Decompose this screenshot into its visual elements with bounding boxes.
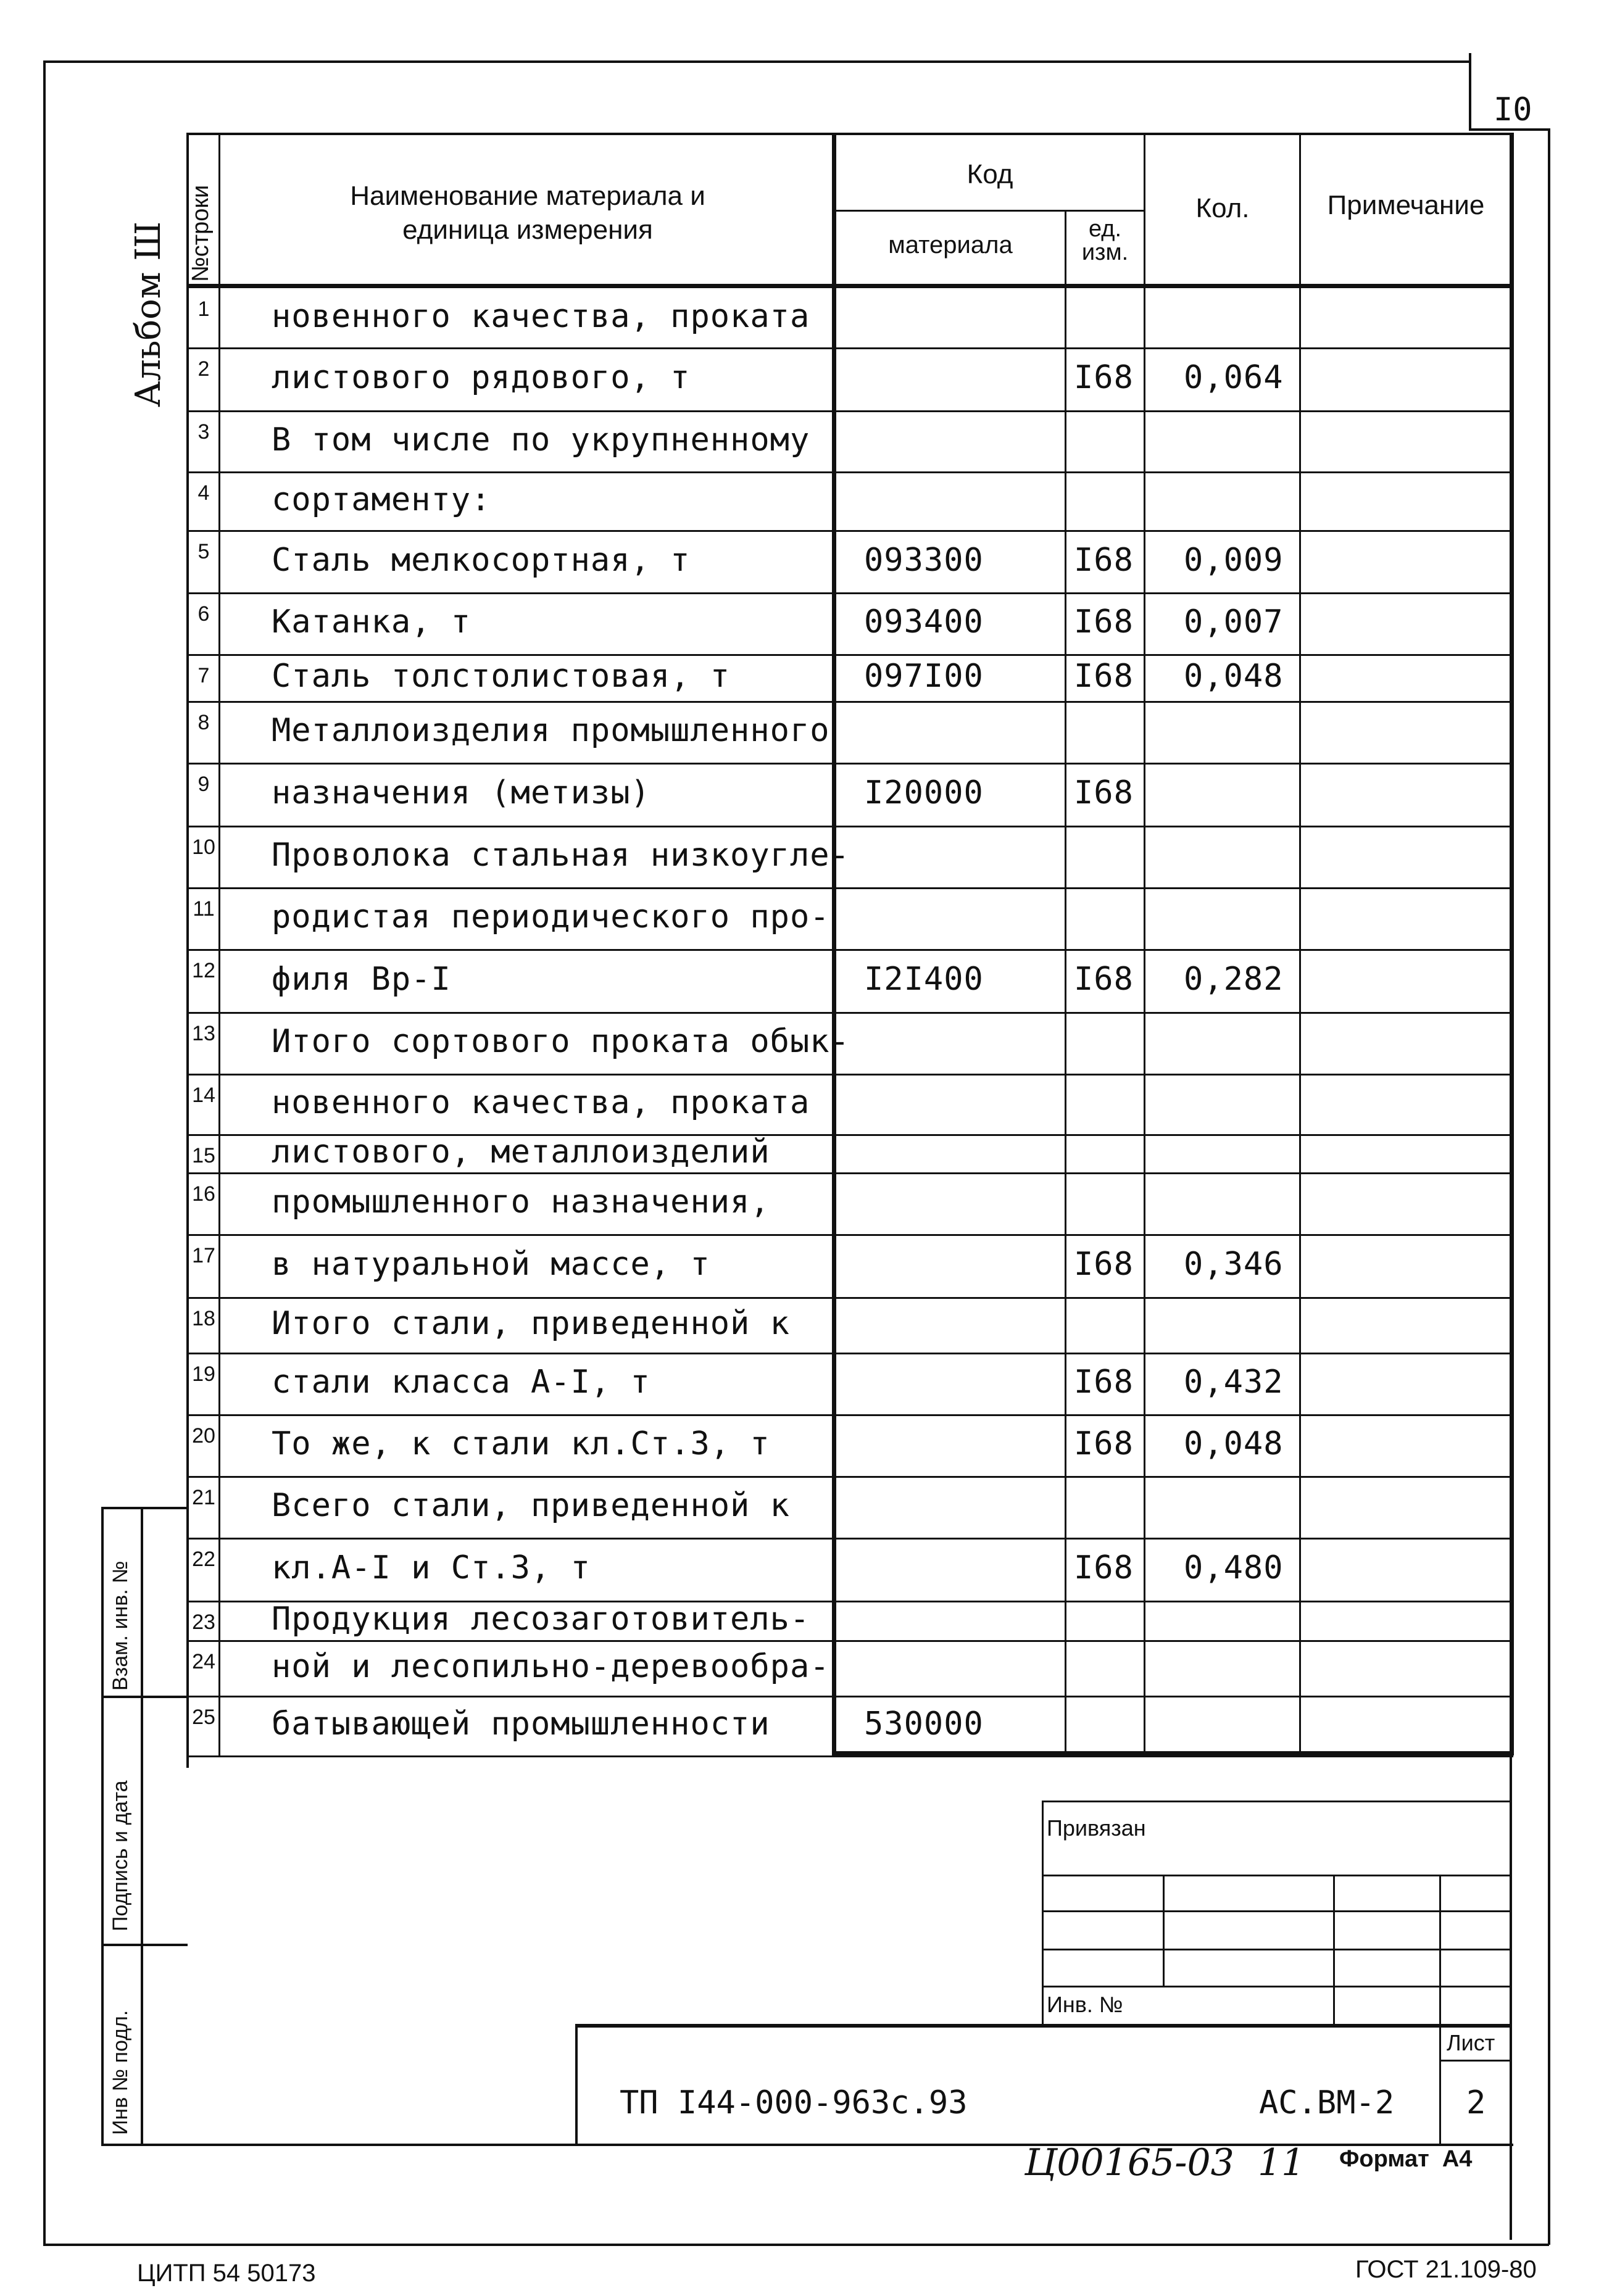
quantity: 0,282 [1184, 961, 1284, 998]
material-name: Сталь толстолистовая, т [272, 658, 731, 695]
row-number: 6 [197, 602, 210, 626]
material-name: Катанка, т [272, 603, 472, 640]
unit-code: I68 [1074, 1425, 1134, 1462]
row-number: 14 [192, 1084, 215, 1107]
row-divider [186, 1074, 1513, 1075]
row-divider [186, 887, 1513, 889]
material-name: листового рядового, т [272, 359, 691, 396]
row-divider [186, 1640, 1513, 1642]
unit-code: I68 [1074, 1549, 1134, 1586]
material-name: ной и лесопильно-деревообра- [272, 1648, 830, 1685]
material-code: 097I00 [864, 658, 984, 695]
material-name: промышленного назначения, [272, 1183, 770, 1221]
row-divider [186, 763, 1513, 765]
unit-code: I68 [1074, 541, 1134, 579]
material-name: в натуральной массе, т [272, 1246, 710, 1283]
material-name: Продукция лесозаготовитель- [272, 1601, 810, 1638]
unit-code: I68 [1074, 1246, 1134, 1283]
row-divider [186, 949, 1513, 951]
material-name: кл.А-I и Ст.3, т [272, 1549, 591, 1586]
sheet-number: 2 [1466, 2084, 1486, 2121]
page-number: I0 [1494, 91, 1532, 128]
material-name: новенного качества, проката [272, 297, 810, 335]
row-number: 16 [192, 1182, 215, 1206]
row-divider [186, 592, 1513, 594]
row-number: 4 [197, 481, 210, 505]
material-name: Всего стали, приведенной к [272, 1487, 790, 1524]
header-qty: Кол. [1195, 193, 1250, 223]
quantity: 0,009 [1184, 541, 1284, 579]
row-divider [186, 1476, 1513, 1478]
row-divider [186, 530, 1513, 532]
row-number: 12 [192, 959, 215, 982]
unit-code: I68 [1074, 359, 1134, 396]
header-note: Примечание [1327, 190, 1485, 220]
row-divider [186, 1172, 1513, 1174]
frame-bottom [43, 2244, 1549, 2246]
row-number: 13 [192, 1022, 215, 1045]
document-mark: АС.ВМ-2 [1259, 2084, 1395, 2121]
material-name: назначения (метизы) [272, 774, 650, 811]
frame-left [43, 60, 46, 2245]
material-name: батывающей промышленности [272, 1705, 770, 1743]
row-divider [186, 1696, 1513, 1697]
frame-top [43, 60, 1469, 63]
row-number: 24 [192, 1650, 215, 1673]
row-number: 19 [192, 1362, 215, 1386]
row-divider [186, 1012, 1513, 1014]
unit-code: I68 [1074, 658, 1134, 695]
header-code: Код [966, 159, 1013, 189]
label-inv-podl: Инв № подл. [109, 2010, 132, 2135]
row-divider [186, 1414, 1513, 1416]
material-name: В том числе по укрупненному [272, 421, 810, 458]
row-divider [186, 1538, 1513, 1540]
row-number: 23 [192, 1610, 215, 1634]
material-name: Сталь мелкосортная, т [272, 541, 691, 579]
privyazan-label: Привязан [1047, 1815, 1146, 1841]
material-name: Итого сортового проката обык- [272, 1023, 850, 1060]
album-label: Альбом Ш [128, 221, 168, 407]
row-divider [186, 1234, 1513, 1236]
row-number: 17 [192, 1244, 215, 1267]
handwritten-number: Ц00165-03 11 [1024, 2141, 1305, 2184]
row-number: 10 [192, 835, 215, 859]
material-name: родистая периодического про- [272, 898, 830, 935]
label-podpis-data: Подпись и дата [109, 1780, 132, 1931]
material-name: Проволока стальная низкоугле- [272, 837, 850, 874]
header-name: Наименование материала и единица измерения [350, 181, 705, 245]
row-divider [186, 654, 1513, 656]
material-code: 093300 [864, 541, 984, 579]
row-number: 9 [197, 773, 210, 796]
quantity: 0,048 [1184, 658, 1284, 695]
list-label: Лист [1447, 2030, 1495, 2055]
row-number: 5 [197, 540, 210, 563]
row-number: 20 [192, 1424, 215, 1448]
row-divider [186, 826, 1513, 827]
header-row-no: №строки [188, 184, 214, 282]
row-number: 21 [192, 1486, 215, 1509]
material-name: сортаменту: [272, 481, 491, 518]
row-number: 25 [192, 1705, 215, 1729]
quantity: 0,048 [1184, 1425, 1284, 1462]
header-material: материала [888, 231, 1013, 259]
row-number: 1 [197, 297, 210, 321]
row-number: 7 [197, 664, 210, 687]
row-divider [186, 1353, 1513, 1354]
unit-code: I68 [1074, 1364, 1134, 1401]
row-number: 2 [197, 357, 210, 381]
material-name: То же, к стали кл.Ст.3, т [272, 1425, 770, 1462]
frame-right [1548, 130, 1550, 2245]
material-code: I20000 [864, 774, 984, 811]
row-number: 3 [197, 420, 210, 444]
format-label: Формат А4 [1339, 2146, 1473, 2172]
label-vzam-inv: Взам. инв. № [109, 1560, 132, 1691]
row-divider [186, 347, 1513, 349]
footer-left: ЦИТП 54 50173 [137, 2260, 316, 2287]
material-name: Итого стали, приведенной к [272, 1305, 790, 1342]
material-name: филя Вр-I [272, 961, 451, 998]
quantity: 0,064 [1184, 359, 1284, 396]
row-divider [186, 410, 1513, 412]
header-unit: ед. изм. [1081, 216, 1129, 265]
document-code: ТП I44-000-963с.93 [620, 2084, 968, 2121]
material-code: I2I400 [864, 961, 984, 998]
quantity: 0,346 [1184, 1246, 1284, 1283]
row-divider [186, 471, 1513, 473]
row-number: 22 [192, 1548, 215, 1571]
material-name: Металлоизделия промышленного [272, 712, 830, 749]
row-number: 18 [192, 1307, 215, 1330]
material-name: новенного качества, проката [272, 1084, 810, 1121]
row-divider [186, 701, 1513, 703]
inv-no-label: Инв. № [1047, 1992, 1123, 2017]
row-number: 15 [192, 1144, 215, 1167]
row-number: 8 [197, 711, 210, 734]
quantity: 0,432 [1184, 1364, 1284, 1401]
unit-code: I68 [1074, 961, 1134, 998]
material-code: 093400 [864, 603, 984, 640]
unit-code: I68 [1074, 774, 1134, 811]
row-number: 11 [193, 897, 215, 921]
unit-code: I68 [1074, 603, 1134, 640]
footer-right: ГОСТ 21.109-80 [1355, 2256, 1537, 2283]
material-name: стали класса А-I, т [272, 1364, 650, 1401]
quantity: 0,480 [1184, 1549, 1284, 1586]
material-name: листового, металлоизделий [272, 1133, 770, 1171]
quantity: 0,007 [1184, 603, 1284, 640]
row-divider [186, 1297, 1513, 1299]
material-code: 530000 [864, 1705, 984, 1743]
